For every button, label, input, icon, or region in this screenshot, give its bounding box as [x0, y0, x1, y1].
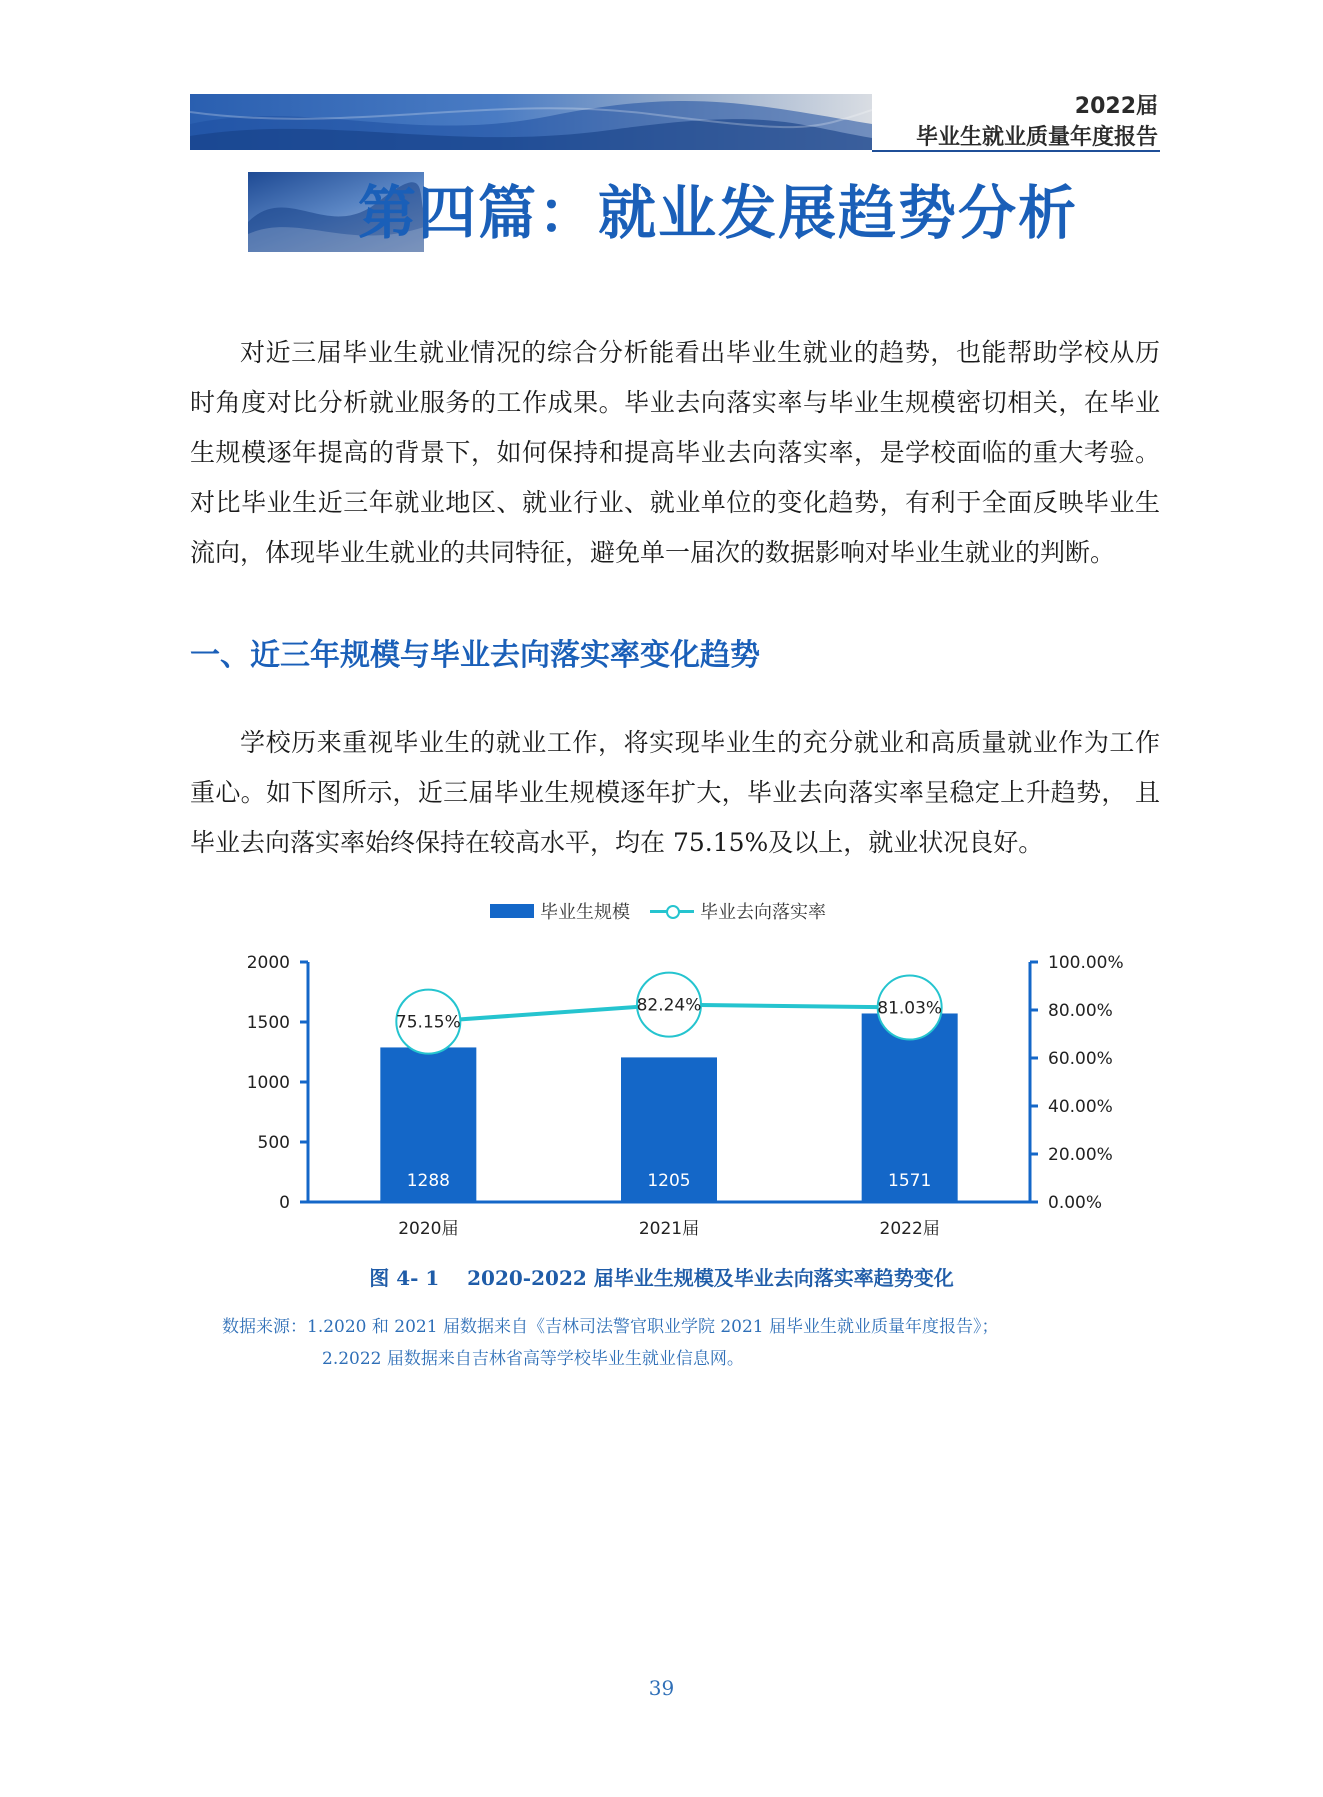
header-divider	[872, 150, 1160, 152]
left-tick-label: 500	[257, 1133, 290, 1153]
left-tick-label: 1000	[246, 1073, 290, 1093]
combo-chart	[200, 890, 1160, 1250]
chart-container	[200, 890, 1160, 1250]
section-paragraph: 学校历来重视毕业生的就业工作，将实现毕业生的充分就业和高质量就业作为工作重心。如下图所示，近三届毕业生规模逐年扩大，毕业去向落实率呈稳定上升趋势， 且毕业去向落实率始终保持在较高水平，均在 75.15%及以上，就业状况良好。	[190, 728, 1160, 857]
report-meta	[916, 92, 1158, 154]
right-tick-label: 60.00%	[1048, 1049, 1113, 1069]
rate-value-label: 82.24%	[636, 995, 702, 1016]
x-tick-label: 2021届	[638, 1219, 700, 1239]
data-source-line-1: 数据来源：1.2020 和 2021 届数据来自《吉林司法警官职业学院 2021 届毕业生就业质量年度报告》；	[222, 1317, 999, 1337]
section-heading: 一、近三年规模与毕业去向落实率变化趋势	[190, 638, 760, 673]
header-wave-graphic	[190, 94, 872, 150]
figure-caption: 图 4- 1 2020-2022 届毕业生规模及毕业去向落实率趋势变化	[369, 1266, 954, 1290]
rate-value-label: 81.03%	[877, 998, 943, 1019]
bar-value-label: 1288	[406, 1171, 450, 1191]
right-tick-label: 0.00%	[1048, 1193, 1103, 1213]
x-tick-label: 2022届	[879, 1219, 940, 1239]
right-tick-label: 20.00%	[1048, 1145, 1113, 1165]
report-year: 2022届	[1074, 94, 1158, 119]
left-tick-label: 1500	[246, 1013, 290, 1033]
right-tick-label: 40.00%	[1048, 1097, 1113, 1117]
data-source-line-2: 2.2022 届数据来自吉林省高等学校毕业生就业信息网。	[322, 1349, 744, 1369]
right-tick-label: 80.00%	[1048, 1001, 1113, 1021]
left-tick-label: 0	[279, 1193, 290, 1213]
legend-line-label: 毕业去向落实率	[700, 902, 826, 923]
x-tick-label: 2020届	[398, 1219, 459, 1239]
chapter-title: 第四篇：就业发展趋势分析	[358, 179, 1079, 247]
intro-paragraph: 对近三届毕业生就业情况的综合分析能看出毕业生就业的趋势，也能帮助学校从历时角度对比分析就业服务的工作成果。毕业去向落实率与毕业生规模密切相关，在毕业生规模逐年提高的背景下，如何保持和提高毕业去向落实率，是学校面临的重大考验。对比毕业生近三年就业地区、就业行业、就业单位的变化趋势，有利于全面反映毕业生流向，体现毕业生就业的共同特征，避免单一届次的数据影响对毕业生就业的判断。	[190, 338, 1160, 567]
rate-value-label: 75.15%	[395, 1012, 461, 1033]
header-banner	[190, 94, 872, 150]
legend-bar-label: 毕业生规模	[540, 902, 630, 923]
bar-value-label: 1205	[647, 1171, 691, 1191]
bar-value-label: 1571	[888, 1171, 932, 1191]
report-title: 毕业生就业质量年度报告	[915, 125, 1158, 150]
page-number: 39	[648, 1676, 675, 1700]
right-tick-label: 100.00%	[1048, 953, 1124, 973]
left-tick-label: 2000	[246, 953, 290, 973]
